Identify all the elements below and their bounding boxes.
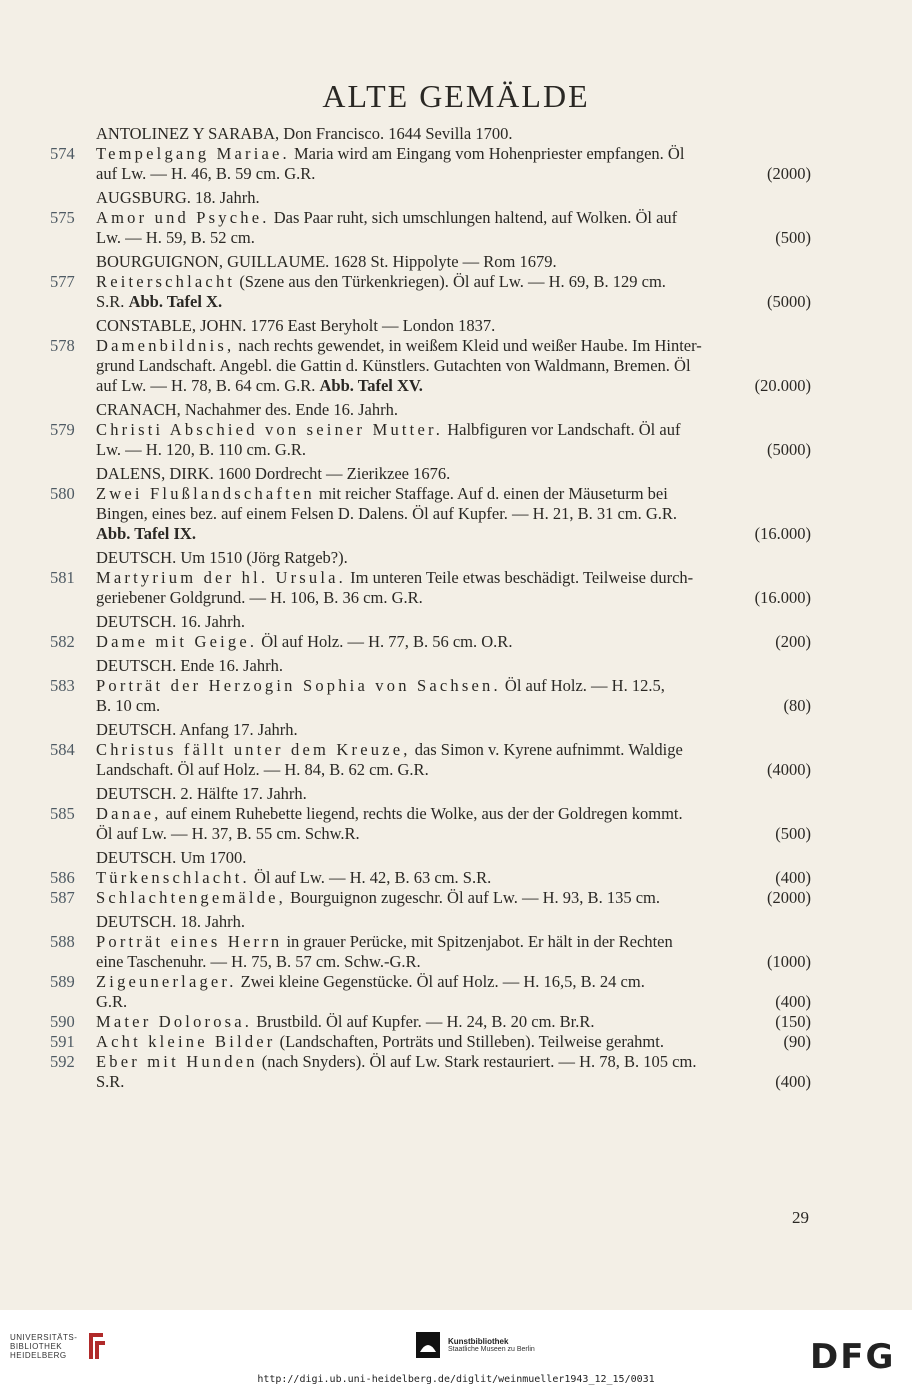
dimensions-text: auf Lw. — H. 46, B. 59 cm. G.R. [96, 164, 316, 183]
description-text: Das Paar ruht, sich umschlungen haltend, auf Wolken. Öl auf [269, 208, 678, 227]
description-text [96, 376, 423, 396]
plate-reference: Abb. Tafel X. [128, 292, 223, 311]
painting-title: Zigeunerlager. [96, 972, 237, 991]
lot-number: 589 [50, 972, 75, 991]
lot-number: 585 [50, 804, 75, 823]
entry-text [96, 632, 811, 652]
description-text [96, 292, 222, 312]
description-last-line [96, 440, 811, 460]
description-last-line [96, 992, 811, 1012]
description-last-line [96, 1072, 811, 1092]
description-text [96, 228, 255, 248]
plate-reference: Abb. Tafel IX. [96, 524, 196, 543]
description-line [96, 484, 811, 504]
uni-heidelberg-label: UNIVERSITÄTS- BIBLIOTHEK HEIDELBERG [10, 1332, 78, 1360]
catalog-entry [0, 336, 912, 396]
artist-header: DEUTSCH. Um 1700. [96, 848, 247, 867]
entry-text [96, 1052, 811, 1092]
lot-number: 582 [50, 632, 75, 651]
painting-title: Porträt der Herzogin Sophia von Sachsen. [96, 676, 501, 695]
description-text: auf einem Ruhebette liegend, rechts die Wolke, aus der der Goldregen kommt. [161, 804, 683, 823]
painting-title: Tempelgang Mariae. [96, 144, 290, 163]
catalog-entry [0, 804, 912, 844]
catalog-entry [0, 676, 912, 716]
painting-title: Schlachtengemälde, [96, 888, 287, 907]
description-last-line [96, 588, 811, 608]
artist-header: ANTOLINEZ Y SARABA, Don Francisco. 1644 Sevilla 1700. [96, 124, 513, 143]
description-text: nach rechts gewendet, in weißem Kleid und weißer Haube. Im Hinter- [234, 336, 702, 355]
artist-group [0, 656, 912, 716]
artist-header: DEUTSCH. 18. Jahrh. [96, 912, 245, 931]
painting-title: Danae, [96, 804, 162, 823]
catalog-entry [0, 888, 912, 908]
dfg-logo[interactable]: DFG [810, 1337, 896, 1377]
description-text [96, 696, 160, 716]
description-text [96, 1012, 595, 1032]
dimensions-text: Brustbild. Öl auf Kupfer. — H. 24, B. 20 cm. Br.R. [252, 1012, 595, 1031]
artist-group [0, 720, 912, 780]
description-last-line [96, 824, 811, 844]
catalog-entry [0, 740, 912, 780]
lot-number: 579 [50, 420, 75, 439]
artist-header: DALENS, DIRK. 1600 Dordrecht — Zierikzee 1676. [96, 464, 451, 483]
estimate-price: (1000) [767, 952, 811, 971]
description-text [96, 524, 196, 544]
entry-text [96, 420, 811, 460]
artist-header: CONSTABLE, JOHN. 1776 East Beryholt — London 1837. [96, 316, 496, 335]
description-text [96, 992, 127, 1012]
description-last-line [96, 292, 811, 312]
lot-number: 587 [50, 888, 75, 907]
dimensions-text: Lw. — H. 120, B. 110 cm. G.R. [96, 440, 307, 459]
estimate-price: (200) [775, 632, 811, 651]
catalog-entry [0, 1012, 912, 1032]
description-line [96, 208, 811, 228]
description-last-line [96, 1032, 811, 1052]
description-last-line [96, 228, 811, 248]
artist-group [0, 912, 912, 1092]
page-number: 29 [792, 1208, 809, 1227]
dimensions-text: geriebener Goldgrund. — H. 106, B. 36 cm. G.R. [96, 588, 423, 607]
lot-number: 588 [50, 932, 75, 951]
description-line [96, 356, 811, 376]
artist-group [0, 848, 912, 908]
painting-title: Porträt eines Herrn [96, 932, 283, 951]
estimate-price: (80) [783, 696, 811, 715]
description-last-line [96, 760, 811, 780]
description-text [96, 952, 421, 972]
painting-title: Christus fällt unter dem Kreuze, [96, 740, 411, 759]
dimensions-text: Öl auf Lw. — H. 42, B. 63 cm. S.R. [249, 868, 492, 887]
artist-header: CRANACH, Nachahmer des. Ende 16. Jahrh. [96, 400, 398, 419]
description-line [96, 1052, 811, 1072]
description-text: Bingen, eines bez. auf einem Felsen D. Dalens. Öl auf Kupfer. — H. 21, B. 31 cm. G.R. [96, 504, 678, 523]
catalog-entry [0, 632, 912, 652]
entry-text [96, 336, 811, 396]
lot-number: 574 [50, 144, 75, 163]
description-last-line [96, 524, 811, 544]
description-line [96, 972, 811, 992]
description-last-line [96, 632, 811, 652]
estimate-price: (500) [775, 228, 811, 247]
description-text [96, 588, 423, 608]
lot-number: 580 [50, 484, 75, 503]
estimate-price: (150) [775, 1012, 811, 1031]
entry-text [96, 208, 811, 248]
estimate-price: (2000) [767, 888, 811, 907]
description-text [96, 888, 660, 908]
description-text [96, 760, 429, 780]
description-line [96, 420, 811, 440]
dimensions-text: Öl auf Lw. — H. 37, B. 55 cm. Schw.R. [96, 824, 360, 843]
description-line [96, 504, 811, 524]
entry-text [96, 676, 811, 716]
description-text [96, 868, 491, 888]
entry-text [96, 1032, 811, 1052]
description-line [96, 676, 811, 696]
artist-group [0, 612, 912, 652]
description-text: in grauer Perücke, mit Spitzenjabot. Er hält in der Rechten [282, 932, 673, 951]
description-last-line [96, 164, 811, 184]
description-line [96, 144, 811, 164]
description-text: das Simon v. Kyrene aufnimmt. Waldige [410, 740, 683, 759]
estimate-price: (500) [775, 824, 811, 843]
painting-title: Martyrium der hl. Ursula. [96, 568, 347, 587]
entry-text [96, 1012, 811, 1032]
catalog-entry [0, 208, 912, 248]
dimensions-text: S.R. [96, 292, 129, 311]
entry-text [96, 868, 811, 888]
description-last-line [96, 868, 811, 888]
artist-group [0, 316, 912, 396]
catalog-entry [0, 868, 912, 888]
catalog-entry [0, 932, 912, 972]
description-text: Öl auf Holz. — H. 12.5, [500, 676, 665, 695]
lot-number: 590 [50, 1012, 75, 1031]
estimate-price: (400) [775, 868, 811, 887]
page-title: ALTE GEMÄLDE [322, 78, 590, 114]
description-text: Maria wird am Eingang vom Hohenpriester empfangen. Öl [289, 144, 685, 163]
entry-text [96, 740, 811, 780]
description-text [96, 1032, 664, 1052]
description-text [96, 824, 360, 844]
catalog-entry [0, 1032, 912, 1052]
artist-group [0, 188, 912, 248]
estimate-price: (20.000) [754, 376, 811, 395]
description-text: (Szene aus den Türkenkriegen). Öl auf Lw. — H. 69, B. 129 cm. [235, 272, 666, 291]
heidelberg-emblem-icon [83, 1331, 109, 1361]
entry-text [96, 568, 811, 608]
painting-title: Damenbildnis, [96, 336, 235, 355]
artist-header: DEUTSCH. Um 1510 (Jörg Ratgeb?). [96, 548, 348, 567]
kunstbibliothek-logo[interactable] [416, 1332, 535, 1358]
entry-text [96, 484, 811, 544]
description-text: Halbfiguren vor Landschaft. Öl auf [443, 420, 681, 439]
painting-title: Mater Dolorosa. [96, 1012, 253, 1031]
artist-header: DEUTSCH. 2. Hälfte 17. Jahrh. [96, 784, 307, 803]
description-last-line [96, 1012, 811, 1032]
lot-number: 583 [50, 676, 75, 695]
lot-number: 581 [50, 568, 75, 587]
description-text: mit reicher Staffage. Auf d. einen der Mäuseturm bei [314, 484, 668, 503]
painting-title: Eber mit Hunden [96, 1052, 258, 1071]
artist-header: DEUTSCH. 16. Jahrh. [96, 612, 245, 631]
lot-number: 586 [50, 868, 75, 887]
painting-title: Reiterschlacht [96, 272, 236, 291]
artist-header: AUGSBURG. 18. Jahrh. [96, 188, 260, 207]
description-text: Im unteren Teile etwas beschädigt. Teilweise durch- [346, 568, 694, 587]
description-line [96, 568, 811, 588]
kunstbibliothek-icon [416, 1332, 440, 1358]
dimensions-text: Landschaft. Öl auf Holz. — H. 84, B. 62 cm. G.R. [96, 760, 429, 779]
estimate-price: (2000) [767, 164, 811, 183]
entry-text [96, 272, 811, 312]
artist-header: DEUTSCH. Ende 16. Jahrh. [96, 656, 283, 675]
artist-group [0, 400, 912, 460]
artist-group [0, 464, 912, 544]
description-last-line [96, 376, 811, 396]
description-line [96, 932, 811, 952]
estimate-price: (4000) [767, 760, 811, 779]
description-text [96, 440, 306, 460]
description-text [96, 632, 512, 652]
catalog-entry [0, 1052, 912, 1092]
painting-title: Acht kleine Bilder [96, 1032, 276, 1051]
artist-header: DEUTSCH. Anfang 17. Jahrh. [96, 720, 298, 739]
estimate-price: (400) [775, 992, 811, 1011]
painting-title: Türkenschlacht. [96, 868, 250, 887]
dimensions-text: S.R. [96, 1072, 125, 1091]
estimate-price: (16.000) [754, 524, 811, 543]
artist-group [0, 784, 912, 844]
catalog-entry [0, 484, 912, 544]
painting-title: Dame mit Geige. [96, 632, 258, 651]
painting-title: Zwei Flußlandschaften [96, 484, 315, 503]
description-last-line [96, 888, 811, 908]
artist-group [0, 252, 912, 312]
plate-reference: Abb. Tafel XV. [319, 376, 423, 395]
artist-group [0, 548, 912, 608]
catalog-entries [0, 124, 912, 1096]
lot-number: 591 [50, 1032, 75, 1051]
dimensions-text: B. 10 cm. [96, 696, 161, 715]
catalog-entry [0, 144, 912, 184]
catalog-entry [0, 420, 912, 460]
lot-number: 578 [50, 336, 75, 355]
lot-number: 575 [50, 208, 75, 227]
uni-heidelberg-logo[interactable] [10, 1331, 109, 1361]
dimensions-text: (Landschaften, Porträts und Stilleben). Teilweise gerahmt. [275, 1032, 664, 1051]
description-text: (nach Snyders). Öl auf Lw. Stark restauriert. — H. 78, B. 105 cm. [257, 1052, 697, 1071]
description-line [96, 336, 811, 356]
artist-group [0, 124, 912, 184]
description-text: grund Landschaft. Angebl. die Gattin d. Künstlers. Gutachten von Waldmann, Bremen. Öl [96, 356, 691, 375]
entry-text [96, 804, 811, 844]
catalog-entry [0, 568, 912, 608]
dimensions-text: eine Taschenuhr. — H. 75, B. 57 cm. Schw.-G.R. [96, 952, 421, 971]
entry-text [96, 932, 811, 972]
description-text [96, 164, 315, 184]
lot-number: 584 [50, 740, 75, 759]
source-url[interactable]: http://digi.ub.uni-heidelberg.de/diglit/weinmueller1943_12_15/0031 [257, 1374, 655, 1385]
description-line [96, 804, 811, 824]
catalog-entry [0, 272, 912, 312]
dimensions-text: Lw. — H. 59, B. 52 cm. [96, 228, 255, 247]
description-line [96, 740, 811, 760]
painting-title: Amor und Psyche. [96, 208, 270, 227]
kunstbibliothek-label: Kunstbibliothek Staatliche Museen zu Berlin [448, 1337, 535, 1353]
description-last-line [96, 952, 811, 972]
entry-text [96, 972, 811, 1012]
description-text: Zwei kleine Gegenstücke. Öl auf Holz. — H. 16,5, B. 24 cm. [236, 972, 645, 991]
description-last-line [96, 696, 811, 716]
artist-header: BOURGUIGNON, GUILLAUME. 1628 St. Hippolyte — Rom 1679. [96, 252, 557, 271]
estimate-price: (5000) [767, 292, 811, 311]
entry-text [96, 888, 811, 908]
estimate-price: (5000) [767, 440, 811, 459]
dimensions-text: Öl auf Holz. — H. 77, B. 56 cm. O.R. [257, 632, 513, 651]
lot-number: 577 [50, 272, 75, 291]
dimensions-text: auf Lw. — H. 78, B. 64 cm. G.R. [96, 376, 320, 395]
estimate-price: (90) [783, 1032, 811, 1051]
dimensions-text: G.R. [96, 992, 128, 1011]
lot-number: 592 [50, 1052, 75, 1071]
painting-title: Christi Abschied von seiner Mutter. [96, 420, 444, 439]
estimate-price: (16.000) [754, 588, 811, 607]
description-line [96, 272, 811, 292]
description-text [96, 1072, 124, 1092]
catalog-entry [0, 972, 912, 1012]
dimensions-text: Bourguignon zugeschr. Öl auf Lw. — H. 93, B. 135 cm. [286, 888, 660, 907]
estimate-price: (400) [775, 1072, 811, 1091]
entry-text [96, 144, 811, 184]
